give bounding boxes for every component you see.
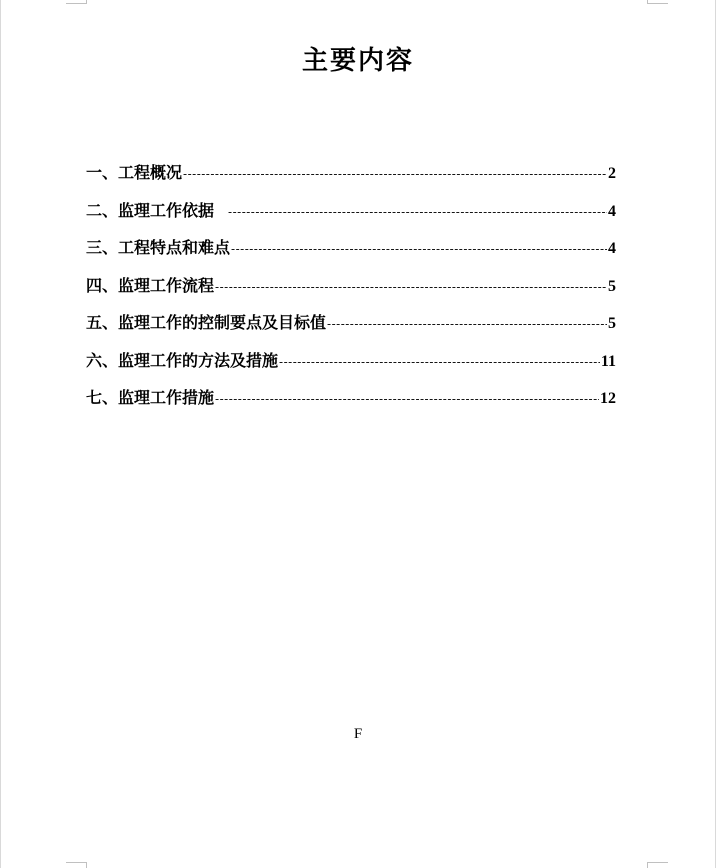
margin-corner-mark [647,862,668,868]
toc-dot-leader [231,242,607,256]
toc-entry[interactable] [86,198,616,236]
toc-entry[interactable] [86,348,616,386]
table-of-contents [86,160,616,423]
toc-entry-page: 5 [608,315,616,332]
toc-entry-title: 监理工作依据 [118,200,215,220]
margin-corner-mark [66,862,87,868]
toc-entry-page: 2 [608,165,616,182]
toc-entry-title: 监理工作的控制要点及目标值 [118,313,327,332]
toc-entry-title: 监理工作流程 [118,275,215,295]
toc-dot-leader [228,205,607,219]
margin-corner-mark [66,0,87,4]
toc-dot-leader [215,280,607,294]
toc-entry-title: 工程概况 [118,163,183,182]
toc-entry[interactable] [86,310,616,348]
toc-entry-page: 12 [600,390,616,407]
toc-entry-number: 五、 [86,313,119,332]
toc-entry-number: 一、 [86,163,119,182]
toc-entry-title: 监理工作措施 [118,388,215,407]
page-footer-text: F [353,726,363,742]
toc-entry-title: 监理工作的方法及措施 [118,350,279,370]
toc-entry-page: 4 [608,240,616,257]
toc-entry-number: 三、 [86,238,119,257]
toc-dot-leader [183,167,607,181]
toc-dot-leader [279,355,600,369]
toc-entry[interactable] [86,385,616,423]
toc-entry[interactable] [86,235,616,273]
toc-entry[interactable] [86,160,616,198]
toc-dot-leader [327,317,607,331]
toc-entry-number: 二、 [86,200,119,220]
page-title: 主要内容 [301,46,414,76]
toc-entry[interactable] [86,273,616,311]
toc-entry-page: 11 [600,352,616,370]
toc-dot-leader [215,392,599,406]
toc-entry-page: 4 [608,202,616,220]
toc-entry-number: 六、 [86,350,119,370]
toc-entry-page: 5 [608,277,616,295]
margin-corner-mark [647,0,668,4]
toc-entry-number: 四、 [86,275,119,295]
toc-entry-title: 工程特点和难点 [118,238,231,257]
toc-entry-number: 七、 [86,388,119,407]
